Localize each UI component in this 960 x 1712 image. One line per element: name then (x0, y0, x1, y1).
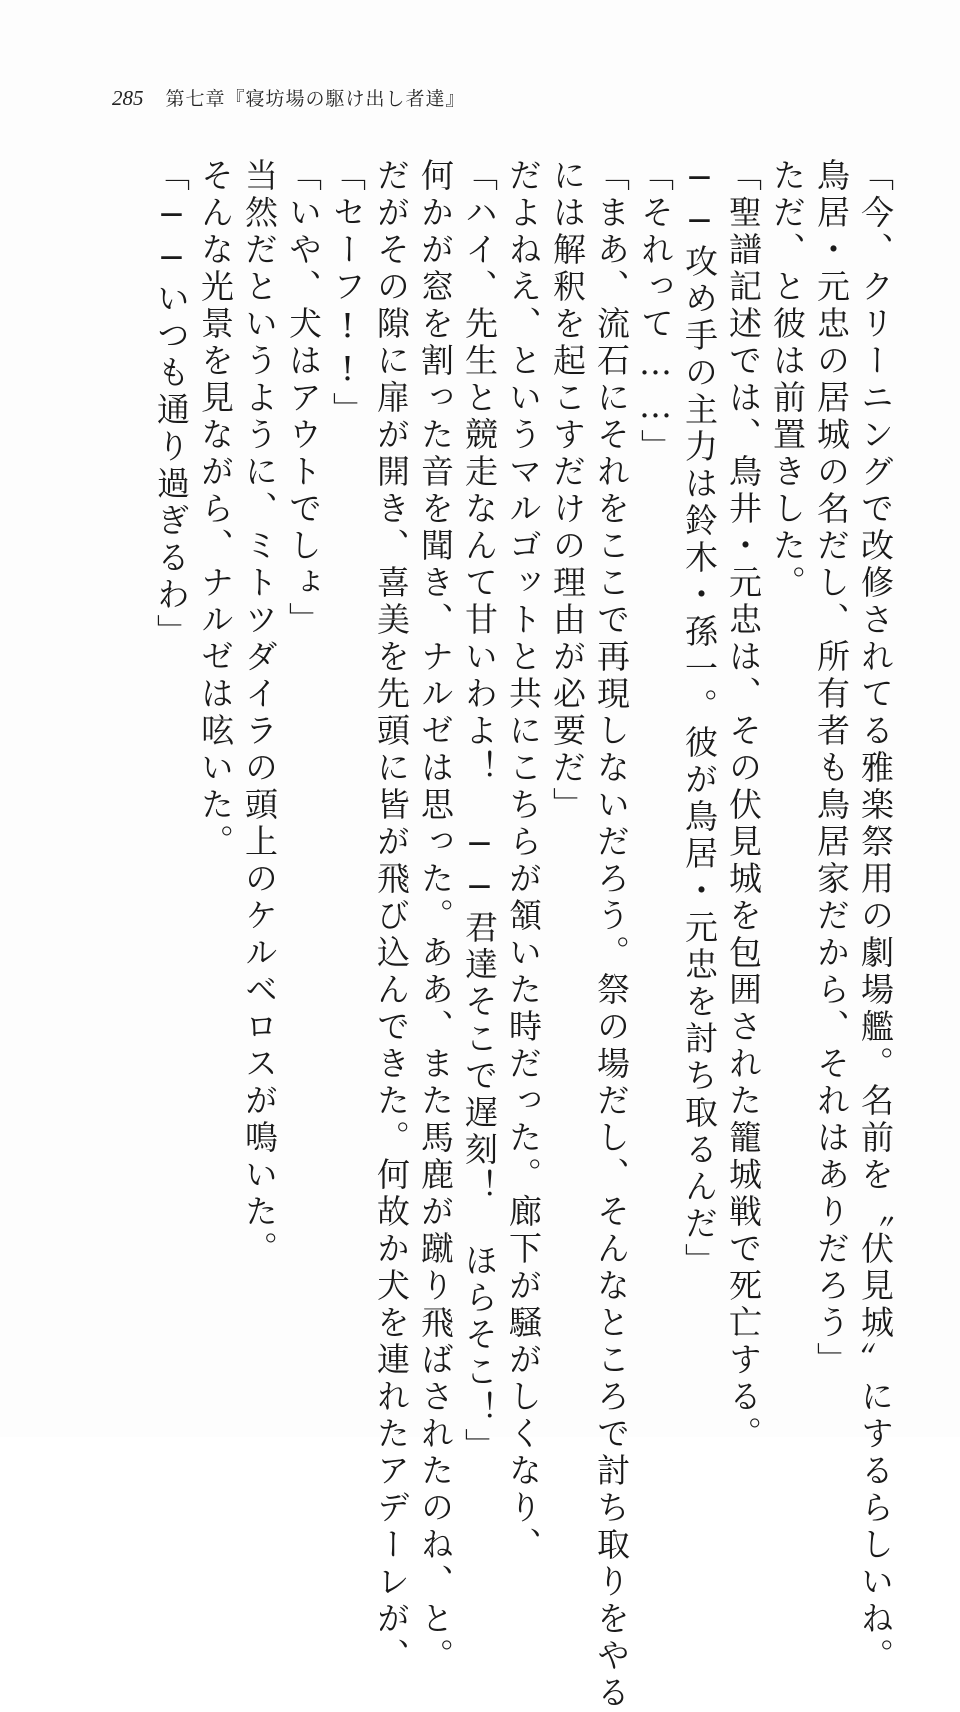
text-column: 「それって……」 (636, 158, 675, 466)
text-column: 「聖譜記述では、鳥井・元忠は、その伏見城を包囲された籠城戦で死亡する。 (724, 158, 763, 1453)
text-column: には解釈を起こすだけの理由が必要だ」 (548, 158, 587, 824)
page-number: 285 (112, 86, 144, 110)
text-column: 当然だというように、ミトツダイラの頭上のケルベロスが鳴いた。 (240, 158, 279, 1268)
text-column: 「今、クリーニングで改修されてる雅楽祭用の劇場艦。名前を〝伏見城〟にするらしいね。 (856, 158, 895, 1675)
text-column: 「ハイ、先生と競走なんて甘いわよ！ ──君達そこで遅刻！ ほらそこ！」 (460, 158, 499, 1465)
text-column: そんな光景を見ながら、ナルゼは呟いた。 (196, 158, 235, 861)
page-header (112, 84, 466, 114)
text-column: 「まあ、流石にそれをここで再現しないだろう。祭の場だし、そんなところで討ち取りをやる (592, 158, 631, 1712)
text-column: 「──いつも通り過ぎるわ」 (152, 158, 191, 651)
running-title: 第七章『寝坊場の駆け出し者達』 (165, 88, 466, 110)
text-column: だがその隙に扉が開き、喜美を先頭に皆が飛び込んできた。何故か犬を連れたアデーレが、 (372, 158, 411, 1675)
text-column: 「セーフ!!」 (328, 158, 367, 429)
text-column: 何かが窓を割った音を聞き、ナルゼは思った。ああ、また馬鹿が蹴り飛ばされたのね、と。 (416, 158, 455, 1675)
text-column: ただ、と彼は前置きした。 (768, 158, 807, 602)
text-column: ──攻め手の主力は鈴木・孫一。彼が鳥居・元忠を討ち取るんだ」 (680, 158, 719, 1280)
text-column: だよねえ、というマルゴットと共にこちらが頷いた時だった。廊下が騒がしくなり、 (504, 158, 543, 1564)
text-column: 「いや、犬はアウトでしょ」 (284, 158, 323, 639)
text-column: 鳥居・元忠の居城の名だし、所有者も鳥居家だから、それはありだろう」 (812, 158, 851, 1379)
